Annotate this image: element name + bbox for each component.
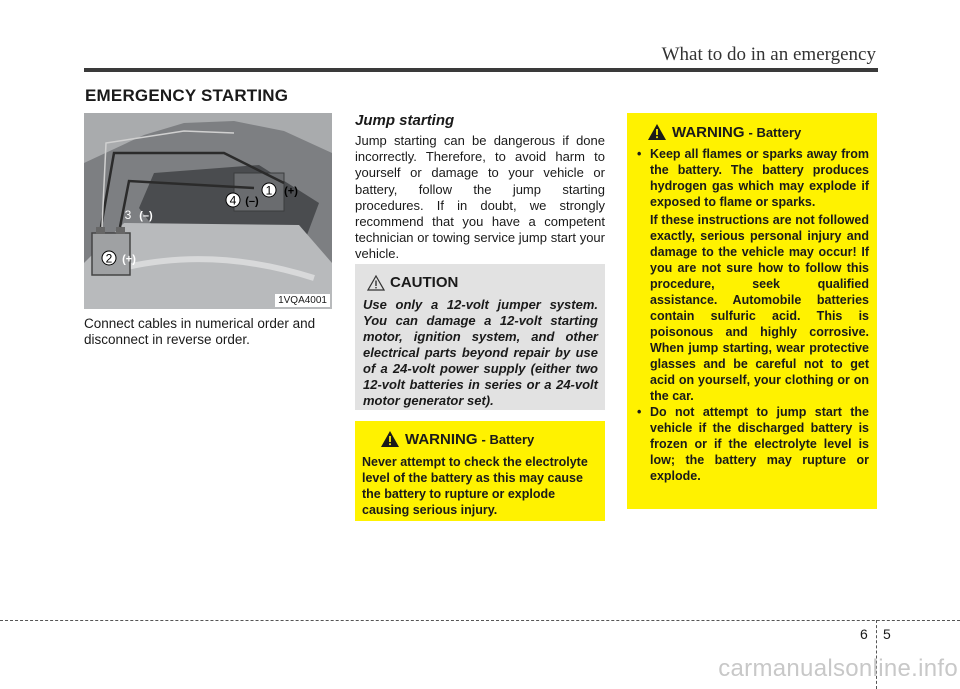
list-item	[637, 404, 869, 484]
figure-label-minus-3: (–)	[139, 210, 153, 222]
warning-box-battery	[627, 113, 877, 509]
header-rule	[84, 68, 878, 72]
warning-header	[380, 430, 599, 448]
caution-box	[355, 264, 605, 410]
caution-triangle-icon	[367, 275, 385, 291]
caution-header	[367, 274, 598, 291]
section-title: EMERGENCY STARTING	[85, 86, 289, 105]
figure-id: 1VQA4001	[275, 294, 330, 307]
warning-triangle-icon	[380, 430, 400, 448]
warning-bullet-text: • Do not attempt to jump start the vehicle if the discharged battery is frozen or if the electrolyte level is low; the battery may rupture or explode.	[650, 405, 869, 483]
page-header-title: What to do in an emergency	[661, 44, 876, 65]
warning-bullet-text: • Keep all flames or sparks away from the battery. The battery produces hydrogen gas which may explode if exposed to flame or sparks.	[650, 147, 869, 209]
warning-header	[647, 123, 869, 141]
jump-starting-body: Jump starting can be dangerous if done incorrectly. Therefore, to avoid harm to yourself or damage to your vehicle or battery, follow the jump starting procedures. If in doubt, we strongly recommend that you have a competent technician or towing service jump start your vehicle.	[355, 133, 605, 262]
warning-word: WARNING	[672, 123, 745, 141]
figure-label-minus-4: (–)	[245, 195, 259, 208]
warning-list	[637, 146, 869, 484]
warning-body: Never attempt to check the electrolyte level of the battery as this may cause the battery to rupture or explode causing serious injury.	[362, 455, 588, 517]
figure-label-1: 1	[265, 183, 273, 198]
chapter-number: 6	[860, 626, 868, 642]
warning-subject: - Battery	[748, 124, 802, 140]
figure-label-3: 3	[124, 208, 132, 222]
figure-label-plus-1: (+)	[284, 185, 298, 198]
list-item	[637, 146, 869, 404]
warning-bullet-extra: If these instructions are not followed exactly, serious personal injury and damage to the vehicle may occur! If you are not sure how to follow this procedure, seek qualified assistance. Automobile batteries contain sulfuric acid. This is poisonous and highly corrosive. When jump starting, wear protective glasses and be careful not to get acid on yourself, your clothing or on the car.	[650, 213, 869, 403]
figure-label-plus-2: (+)	[122, 253, 136, 266]
caution-body: Use only a 12-volt jumper system. You can damage a 12-volt starting motor, ignition system, and other electrical parts beyond repair by use of a 24-volt power supply (either two 12-volt batteries in series or a 24-volt motor generator set).	[363, 297, 598, 408]
warning-triangle-icon	[647, 123, 667, 141]
jump-start-illustration	[84, 113, 332, 309]
caution-title: CAUTION	[390, 274, 459, 291]
footer-rule	[0, 620, 960, 621]
jump-starting-title: Jump starting	[355, 112, 455, 129]
figure-label-4: 4	[229, 193, 237, 208]
watermark: carmanualsonline.info	[718, 655, 958, 682]
warning-box-electrolyte	[355, 421, 605, 521]
figure-caption: Connect cables in numerical order and disconnect in reverse order.	[84, 316, 316, 347]
page-number: 5	[883, 626, 891, 642]
warning-word: WARNING	[405, 430, 478, 448]
figure-label-2: 2	[105, 251, 113, 266]
warning-subject: - Battery	[481, 431, 535, 447]
jump-start-figure	[84, 113, 332, 309]
